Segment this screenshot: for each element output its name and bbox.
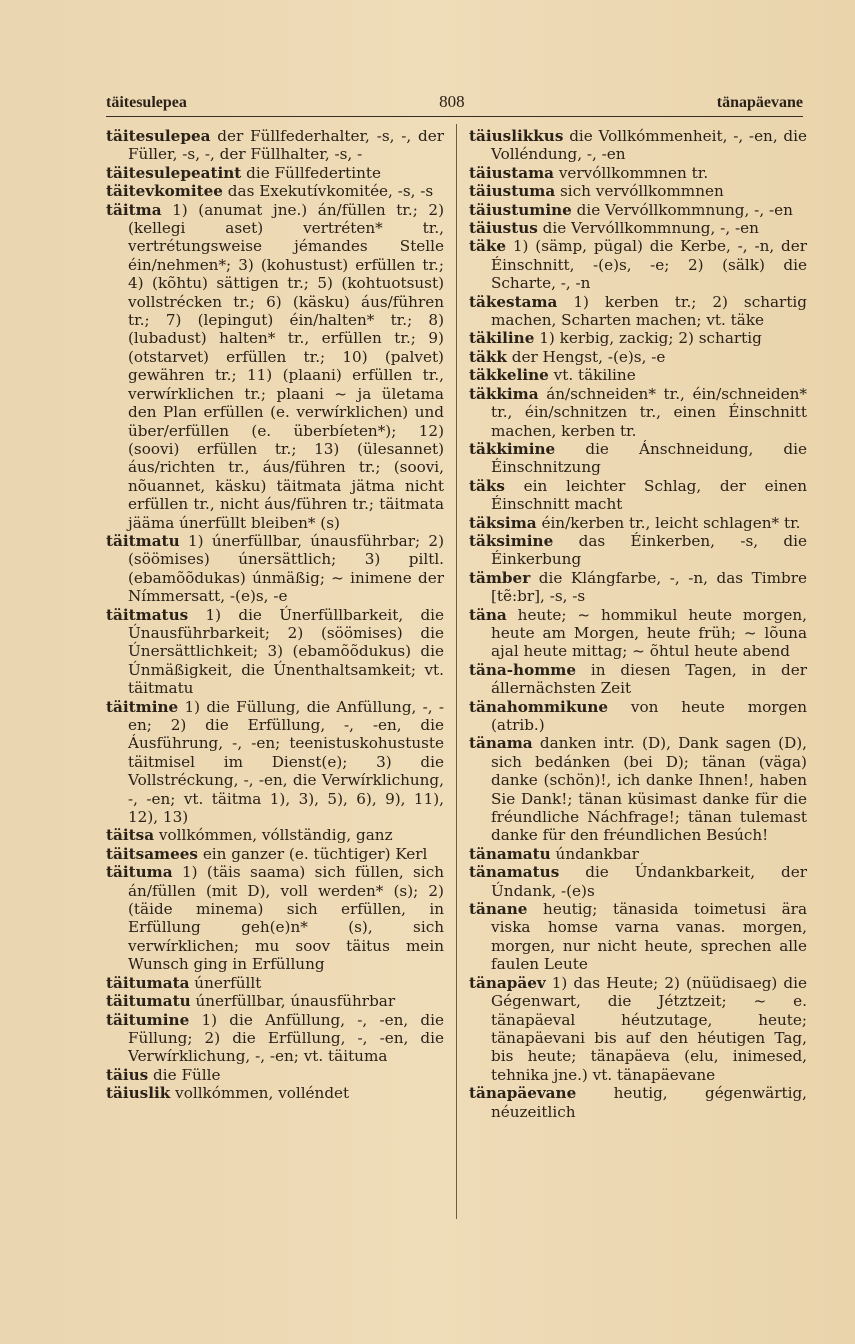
entry-definition: der Füllfederhalter, -s, -, der Füller, -s, -, der Füllhalter, -s, - <box>128 127 445 164</box>
entry-headword: täitumata <box>106 973 190 992</box>
dictionary-entry <box>469 661 807 698</box>
dictionary-entry <box>469 514 807 532</box>
entry-definition: 1) die Únerfüllbarkeit, die Únausführbarkeit; 2) (söömises) die Únersättlichkeit; 3) (ebamõõdukus) die Únmäßigkeit, die Únenthaltsamkeit; vt. täitmatu <box>128 605 445 698</box>
dictionary-entry <box>106 845 444 863</box>
entry-definition: 1) die Anfüllung, -, -en, die Füllung; 2) die Erfüllung, -, -en, die Verwírklichung, -, -en; vt. täituma <box>128 1010 445 1066</box>
right-column <box>469 127 807 1121</box>
entry-definition: 1) die Füllung, die Anfüllung, -, -en; 2) die Erfüllung, -, -en, die Áusführung, -, -en; teenistuskohustuste täitmisel im Dienst(e); 3) die Vollstréckung, -, -en, die Verwírklichung, -, -en; vt. täitma 1), 3), 5), 6), 9), 11), 12), 13) <box>128 697 445 827</box>
entry-headword: täkk <box>469 347 507 366</box>
entry-headword: täitumatu <box>106 992 191 1011</box>
dictionary-entry <box>469 237 807 292</box>
entry-headword: tänane <box>469 900 528 919</box>
column-divider <box>456 124 457 1219</box>
left-column <box>106 127 444 1103</box>
dictionary-entry <box>106 992 444 1010</box>
entry-headword: täiuslikkus <box>469 127 564 145</box>
entry-definition: danken intr. (D), Dank sagen (D), sich bedánken (bei D); tänan (väga) danke (schön)!, ich danke Ihnen!, haben Sie Dank!; tänan küsimast danke für die fréundliche Náchfrage!; tänan tulemast danke für den fréundlichen Besúch! <box>491 734 808 845</box>
entry-definition: von heute morgen (atrib.) <box>491 697 807 734</box>
dictionary-entry <box>469 348 807 366</box>
entry-headword: täna <box>469 605 507 624</box>
dictionary-entry <box>469 863 807 900</box>
entry-definition: sich vervóllkommnen <box>560 182 724 201</box>
entry-definition: 1) kerbig, zackig; 2) schartig <box>539 329 762 348</box>
dictionary-entry <box>469 201 807 219</box>
entry-definition: vt. täkiline <box>553 366 636 385</box>
dictionary-entry <box>106 698 444 827</box>
entry-headword: tänapäevane <box>469 1084 577 1103</box>
entry-definition: die Füllfedertinte <box>246 163 381 182</box>
dictionary-entry <box>106 182 444 200</box>
entry-headword: täkestama <box>469 292 558 311</box>
entry-headword: tänama <box>469 734 533 753</box>
entry-headword: täitsamees <box>106 844 198 863</box>
dictionary-entry <box>469 606 807 661</box>
entry-headword: täitmatu <box>106 531 180 550</box>
dictionary-entry <box>469 532 807 569</box>
entry-definition: die Vervóllkommnung, -, -en <box>576 200 793 219</box>
entry-headword: täitesulepea <box>106 127 211 145</box>
entry-definition: án/schneiden* tr., éin/schneiden* tr., éin/schnitzen tr., einen Éinschnitt machen, kerben tr. <box>491 384 807 440</box>
dictionary-entry <box>106 974 444 992</box>
dictionary-entry <box>106 1066 444 1084</box>
dictionary-entry <box>469 900 807 974</box>
dictionary-entry <box>469 127 807 164</box>
entry-definition: vervóllkommnen tr. <box>558 163 709 182</box>
entry-definition: 1) (sämp, pügal) die Kerbe, -, -n, der Éinschnitt, -(e)s, -e; 2) (sälk) die Scharte, -, -n <box>491 237 807 293</box>
dictionary-entry <box>106 1084 444 1102</box>
dictionary-entry <box>106 164 444 182</box>
dictionary-entry <box>469 385 807 440</box>
entry-headword: täitmine <box>106 697 179 716</box>
entry-headword: täitumine <box>106 1010 190 1029</box>
entry-definition: der Hengst, -(e)s, -e <box>511 347 666 366</box>
entry-headword: täiustumine <box>469 200 572 219</box>
entry-definition: die Úndankbarkeit, der Úndank, -(e)s <box>491 863 807 900</box>
entry-definition: 1) kerben tr.; 2) schartig machen, Scharten machen; vt. täke <box>491 292 807 330</box>
entry-headword: täiustama <box>469 163 554 182</box>
entry-definition: vollkómmen, volléndet <box>175 1084 350 1103</box>
dictionary-entry <box>106 1011 444 1066</box>
dictionary-entry <box>469 845 807 863</box>
entry-definition: 1) (täis saama) sich füllen, sich án/füllen (mit D), voll werden* (s); 2) (täide minema) sich erfüllen, in Erfüllung geh(e)n* (s), sich verwírklichen; mu soov täitus mein Wunsch ging in Erfüllung <box>128 863 445 974</box>
entry-definition: úndankbar <box>555 844 639 863</box>
right-guide-word: tänapäevane <box>716 94 803 111</box>
entry-definition: das Éinkerben, -s, die Éinkerbung <box>491 531 807 569</box>
left-guide-word: täitesulepea <box>106 94 187 111</box>
entry-definition: únerfüllt <box>194 973 262 992</box>
entry-headword: täiuslik <box>106 1084 171 1103</box>
dictionary-entry <box>106 826 444 844</box>
entry-definition: ein ganzer (e. tüchtiger) Kerl <box>202 844 428 863</box>
entry-definition: heutig; tänasida toimetusi ära viska homse varna vanas. morgen, morgen, nur nicht heute, sprechen alle faulen Leute <box>491 900 807 974</box>
dictionary-entry <box>106 863 444 973</box>
entry-definition: das Exekutívkomitée, -s, -s <box>227 182 434 201</box>
entry-definition: 1) das Heute; 2) (nüüdisaeg) die Gégenwart, die Jétztzeit; ~ e. tänapäeval héutzutage, heute; tänapäevani bis auf den héutigen Tag, bis heute; tänapäeva (elu, inimesed, tehnika jne.) vt. tänapäevane <box>491 973 807 1084</box>
dictionary-entry <box>106 606 444 698</box>
entry-headword: täksima <box>469 513 537 532</box>
page-number: 808 <box>439 92 465 111</box>
entry-headword: täitmatus <box>106 605 189 624</box>
entry-definition: die Fülle <box>153 1065 221 1084</box>
entry-definition: ein leichter Schlag, der einen Éinschnitt macht <box>491 476 807 514</box>
entry-definition: die Klángfarbe, -, -n, das Timbre [tẽ:br], -s, -s <box>491 568 807 606</box>
entry-headword: täitsa <box>106 826 155 845</box>
entry-headword: täkkimine <box>469 439 556 458</box>
entry-headword: täituma <box>106 863 173 882</box>
dictionary-entry <box>469 366 807 384</box>
entry-definition: éin/kerben tr., leicht schlagen* tr. <box>541 513 801 532</box>
dictionary-entry <box>106 127 444 164</box>
entry-headword: täkkeline <box>469 366 549 385</box>
entry-definition: in diesen Tagen, in der állernächsten Zeit <box>491 660 808 698</box>
entry-headword: tänamatu <box>469 844 551 863</box>
dictionary-entry <box>469 293 807 330</box>
dictionary-entry <box>469 329 807 347</box>
entry-definition: 1) únerfüllbar, únausführbar; 2) (söömises) únersättlich; 3) piltl. (ebamõõdukas) únmäßig; ~ inimene der Nímmersatt, -(e)s, -e <box>128 531 444 606</box>
entry-headword: täitevkomitee <box>106 182 223 201</box>
entry-headword: täna-homme <box>469 660 577 679</box>
entry-definition: die Vervóllkommnung, -, -en <box>542 219 759 238</box>
dictionary-entry <box>469 219 807 237</box>
entry-headword: täke <box>469 237 507 256</box>
entry-headword: täitesulepeatint <box>106 163 242 182</box>
page-header <box>106 82 803 117</box>
entry-headword: tänamatus <box>469 863 560 882</box>
entry-headword: tänahommikune <box>469 697 609 716</box>
entry-headword: täiustuma <box>469 182 556 201</box>
entry-headword: täkiline <box>469 329 535 348</box>
dictionary-entry <box>469 974 807 1084</box>
entry-headword: täiustus <box>469 219 538 238</box>
dictionary-entry <box>469 164 807 182</box>
dictionary-entry <box>469 569 807 606</box>
dictionary-entry <box>469 698 807 735</box>
entry-headword: täks <box>469 476 505 495</box>
dictionary-entry <box>469 182 807 200</box>
entry-definition: heute; ~ hommikul heute morgen, heute am Morgen, heute früh; ~ lõuna ajal heute mittag; ~ õhtul heute abend <box>491 605 807 661</box>
entry-headword: täksimine <box>469 531 554 550</box>
dictionary-entry <box>469 477 807 514</box>
entry-headword: täkkima <box>469 384 539 403</box>
entry-headword: tämber <box>469 568 531 587</box>
entry-definition: vollkómmen, vóllständig, ganz <box>158 826 393 845</box>
dictionary-entry <box>106 532 444 606</box>
entry-headword: täius <box>106 1065 149 1084</box>
dictionary-entry <box>106 201 444 532</box>
dictionary-entry <box>469 440 807 477</box>
entry-definition: die Ánschneidung, die Éinschnitzung <box>491 439 807 477</box>
entry-definition: heutig, gégenwärtig, néuzeitlich <box>491 1084 808 1121</box>
entry-definition: únerfüllbar, únausführbar <box>195 992 396 1011</box>
entry-headword: tänapäev <box>469 973 546 992</box>
dictionary-entry <box>469 1084 807 1121</box>
entry-definition: die Vollkómmenheit, -, -en, die Volléndung, -, -en <box>491 127 808 164</box>
entry-definition: 1) (anumat jne.) án/füllen tr.; 2) (kellegi aset) vertréten* tr., vertrétungsweise jémandes Stelle éin/nehmen*; 3) (kohustust) erfüllen tr.; 4) (kõhtu) sättigen tr.; 5) (kohtuotsust) vollstrécken tr.; 6) (käsku) áus/führen tr.; 7) (lepingut) éin/halten* tr.; 8) (lubadust) halten* tr., erfüllen tr.; 9) (otstarvet) erfüllen tr.; 10) (palvet) gewähren tr.; 11) (plaani) erfüllen tr., verwírklichen tr.; plaani ~ ja ületama den Plan erfüllen (e. verwírklichen) und über/erfüllen (e. überbíeten*); 12) (soovi) erfüllen tr.; 13) (ülesannet) áus/richten tr., áus/führen tr.; (soovi, nõuannet, käsku) täitmata jätma nicht erfüllen tr., nicht áus/führen tr.; täitmata jääma únerfüllt bleiben* (s) <box>128 200 445 532</box>
dictionary-entry <box>469 734 807 844</box>
entry-headword: täitma <box>106 200 162 219</box>
